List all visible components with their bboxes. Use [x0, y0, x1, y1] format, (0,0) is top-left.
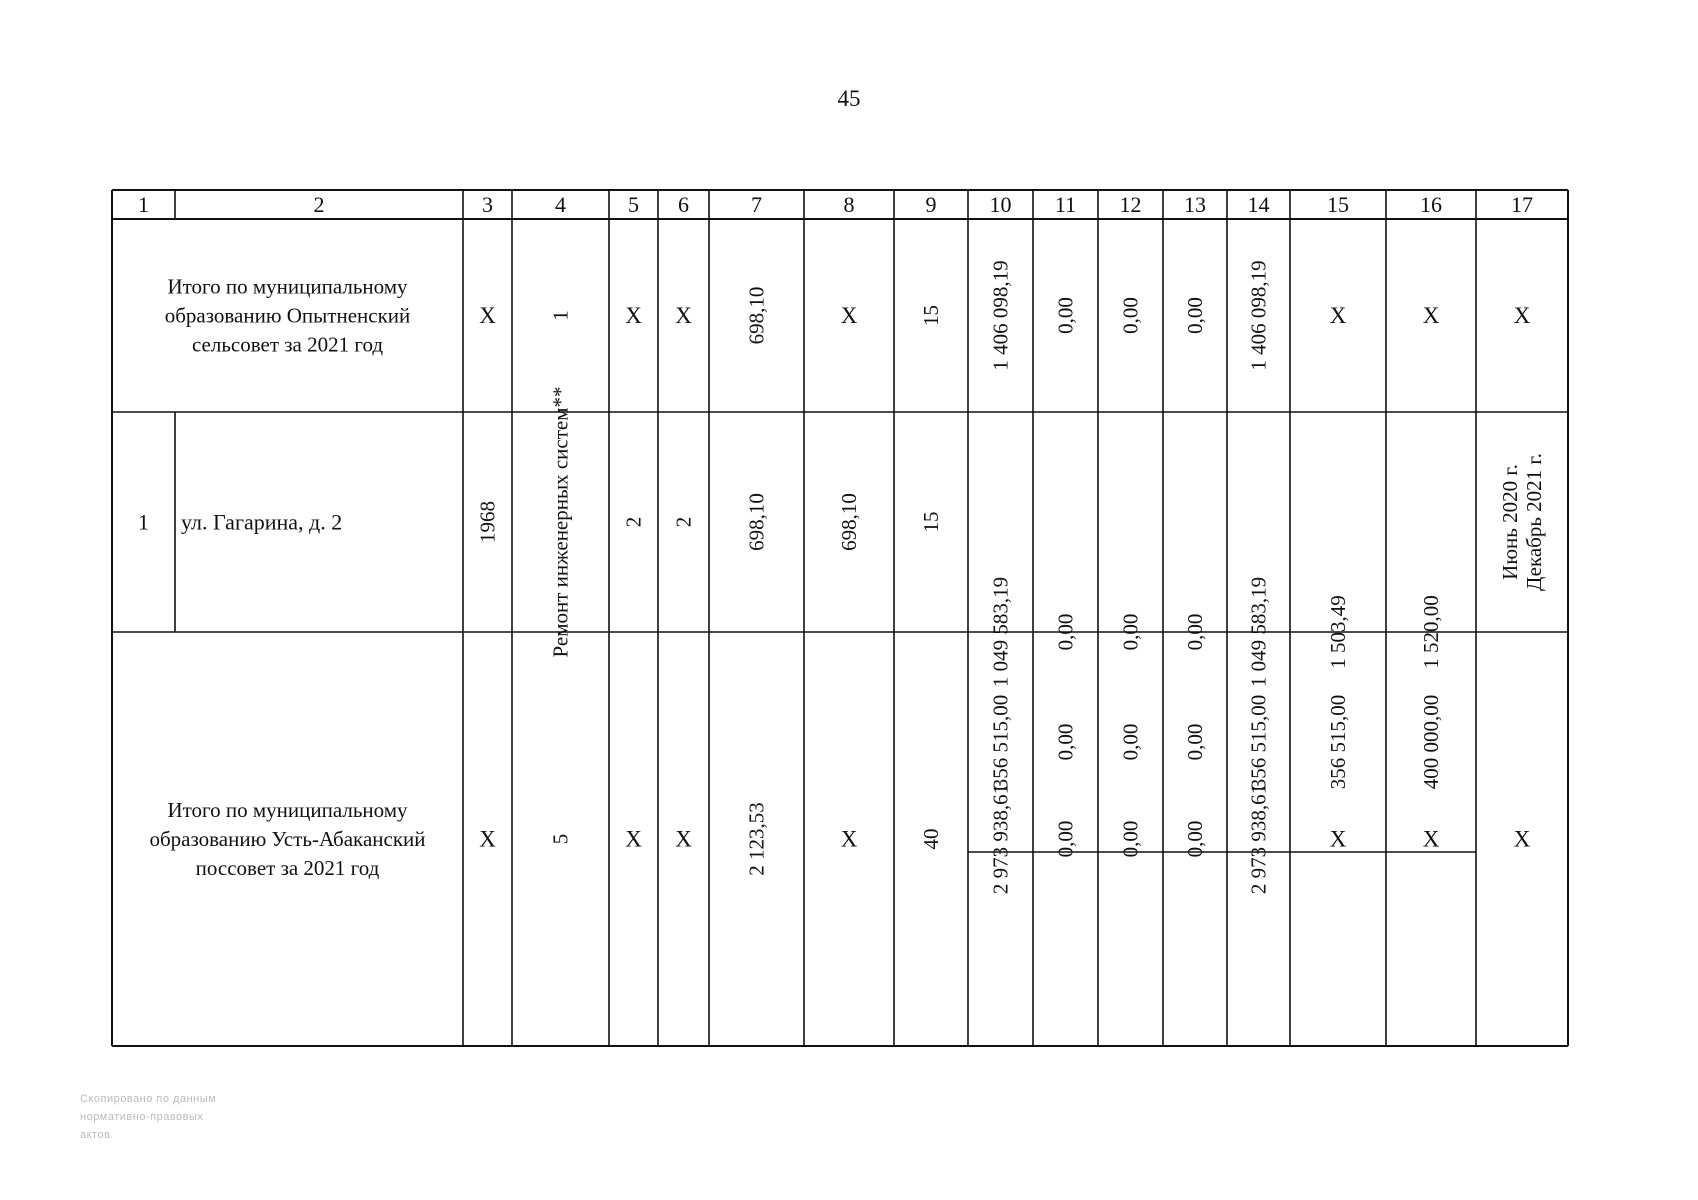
column-header: 8 — [843, 192, 855, 217]
subrow-bottom-cell: 356 515,00 — [1246, 694, 1271, 790]
column-header: 12 — [1119, 192, 1142, 217]
total-row-1-cell: X — [675, 303, 692, 328]
total-row-2-cell: 2 123,53 — [744, 802, 769, 876]
total-row-1-cell: X — [840, 303, 858, 328]
total-row-1-cell: 0,00 — [1053, 297, 1078, 334]
subrow-top-cell: 0,00 — [1118, 613, 1143, 651]
total-row-1-cell: X — [1422, 303, 1440, 328]
total-row-1-cell: 1 — [548, 310, 573, 321]
total-row-2-cell: 5 — [548, 833, 573, 845]
stamp-line: актов — [80, 1129, 111, 1141]
total-row-2-cell: X — [1513, 826, 1531, 852]
total-row-2-cell: 2 973 938,61 — [988, 783, 1013, 895]
total-row-1-cell: 0,00 — [1118, 297, 1143, 334]
subrow-top-cell: 1 520,00 — [1419, 595, 1443, 669]
total-row-2-cell: X — [840, 826, 858, 852]
total-row-2-label: поссовет за 2021 год — [195, 856, 380, 880]
subrow-top-cell: 1 503,49 — [1326, 595, 1350, 669]
column-header: 7 — [751, 192, 762, 217]
total-row-1-label: сельсовет за 2021 год — [191, 332, 384, 357]
subrow-bottom-cell: 0,00 — [1183, 723, 1207, 761]
total-row-1-cell: 0,00 — [1183, 297, 1207, 334]
total-row-1-cell: X — [625, 303, 642, 328]
total-row-1-label: Итого по муниципальному — [167, 274, 408, 299]
column-header: 16 — [1420, 192, 1442, 217]
subrow-top-cell: 0,00 — [1183, 613, 1207, 651]
total-row-1-cell: 1 406 098,19 — [988, 260, 1013, 371]
column-header: 9 — [925, 192, 937, 217]
column-header: 6 — [678, 192, 689, 217]
period-cell: Декабрь 2021 г. — [1522, 453, 1546, 591]
subrow-bottom-cell: 400 000,00 — [1419, 694, 1443, 790]
stamp-line: Скопировано по данным — [80, 1093, 217, 1105]
stamp-line: нормативно-правовых — [80, 1111, 204, 1123]
column-header: 3 — [482, 192, 493, 217]
subrow-top-cell: 0,00 — [1053, 613, 1078, 651]
column-header: 4 — [555, 192, 566, 217]
total-row-2-cell: X — [479, 826, 496, 852]
subrow-top-cell: 1 049 583,19 — [988, 576, 1013, 688]
row-number: 1 — [138, 509, 149, 535]
total-row-2-cell: 0,00 — [1053, 820, 1078, 858]
subrow-bottom-cell: 0,00 — [1053, 723, 1078, 761]
period-cell: Июнь 2020 г. — [1498, 464, 1522, 580]
total-row-2-cell: 0,00 — [1118, 820, 1143, 858]
column-header: 15 — [1327, 192, 1349, 217]
total-row-1-cell: X — [1513, 303, 1531, 328]
row-cell: 2 — [621, 516, 646, 528]
column-header: 13 — [1184, 192, 1206, 217]
total-row-2-cell: 40 — [919, 828, 943, 850]
total-row-2-cell: X — [675, 826, 692, 852]
column-header: 11 — [1054, 192, 1077, 217]
row-cell: 2 — [671, 516, 696, 528]
year-cell: 1968 — [475, 501, 500, 543]
column-header: 5 — [628, 192, 639, 217]
subrow-bottom-cell: 356 515,00 — [1326, 694, 1350, 790]
column-header: 17 — [1511, 192, 1533, 217]
row-cell: 698,10 — [744, 493, 769, 551]
page-number: 45 — [837, 86, 861, 111]
column-header: 10 — [989, 192, 1012, 217]
total-row-2-cell: X — [625, 826, 642, 852]
total-row-2-label: Итого по муниципальному — [167, 798, 408, 822]
total-row-1-cell: X — [479, 303, 496, 328]
row-cell: 698,10 — [837, 493, 861, 551]
total-row-2-cell: 0,00 — [1183, 820, 1207, 858]
total-row-1-cell: 15 — [919, 305, 943, 326]
total-row-2-cell: X — [1329, 826, 1347, 852]
total-row-1-cell: X — [1329, 303, 1347, 328]
total-row-2-cell: 2 973 938,61 — [1246, 783, 1271, 895]
column-header: 14 — [1247, 192, 1270, 217]
column-header: 2 — [313, 192, 325, 217]
total-row-1-cell: 698,10 — [744, 286, 769, 345]
work-type-cell: Ремонт инженерных систем** — [548, 386, 573, 658]
total-row-2-label: образованию Усть-Абаканский — [149, 827, 426, 851]
total-row-2-cell: X — [1422, 826, 1440, 852]
subrow-bottom-cell: 0,00 — [1118, 723, 1143, 761]
copy-stamp — [80, 1090, 290, 1156]
subrow-top-cell: 1 049 583,19 — [1246, 576, 1271, 688]
table-cells — [138, 192, 1546, 894]
address-cell: ул. Гагарина, д. 2 — [181, 509, 343, 535]
total-row-1-cell: 1 406 098,19 — [1246, 260, 1271, 371]
row-cell: 15 — [919, 511, 943, 533]
column-header: 1 — [138, 192, 149, 217]
subrow-bottom-cell: 356 515,00 — [988, 694, 1013, 790]
total-row-1-label: образованию Опытненский — [164, 303, 411, 328]
